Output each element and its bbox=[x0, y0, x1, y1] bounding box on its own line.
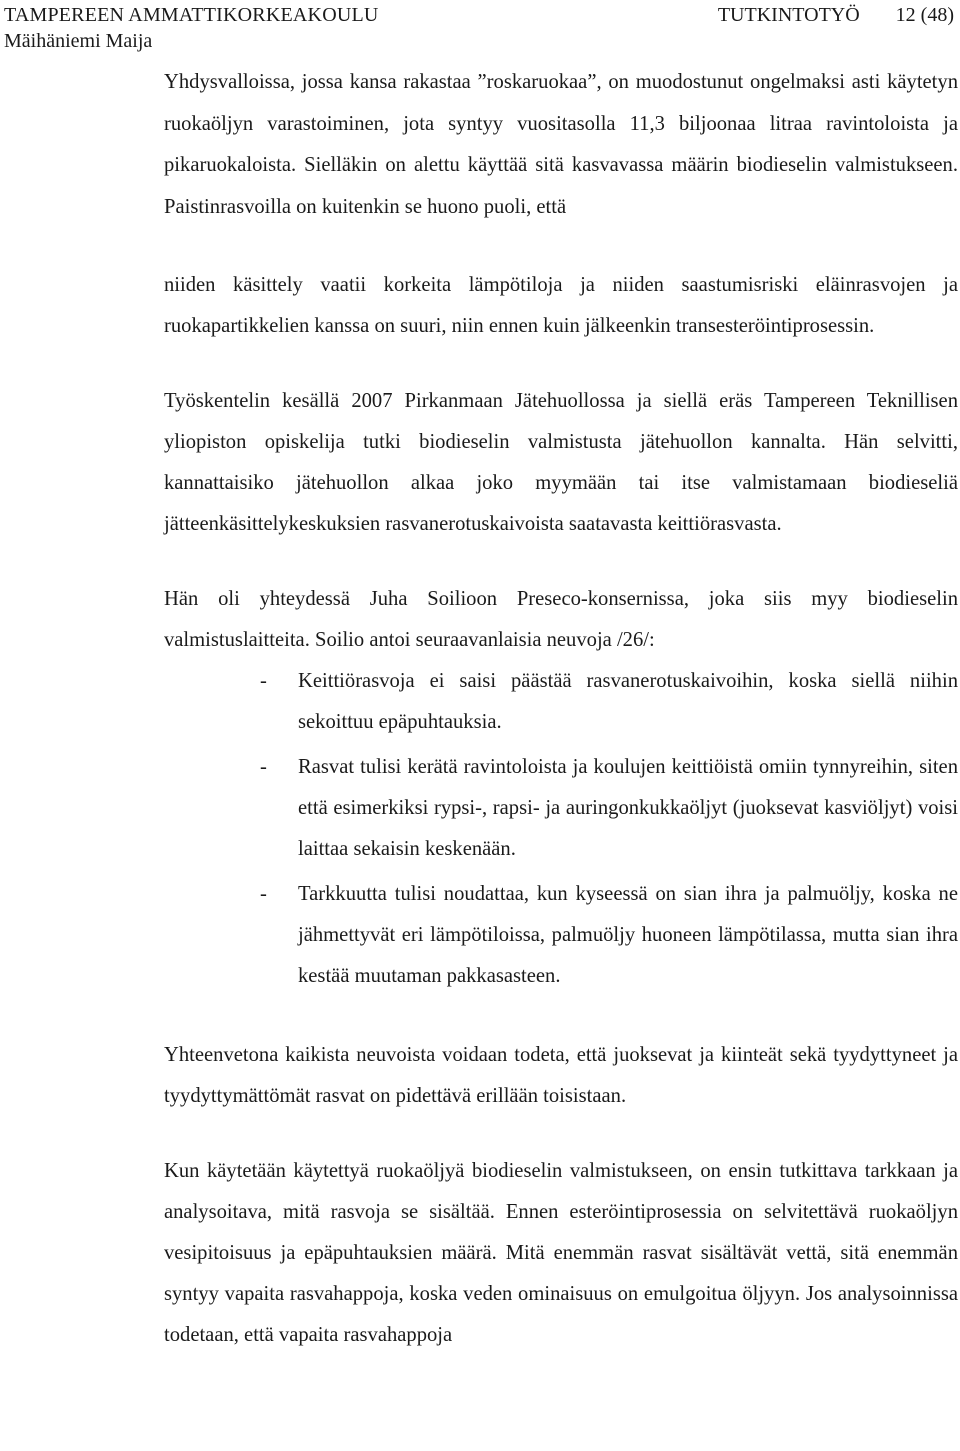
document-type: TUTKINTOTYÖ bbox=[717, 4, 860, 26]
school-name: TAMPEREEN AMMATTIKORKEAKOULU bbox=[4, 4, 379, 26]
paragraph-usa-cooking-oil: Yhdysvalloissa, jossa kansa rakastaa ”roskaruokaa”, on muodostunut ongelmaksi asti käytetyn ruokaöljyn varastoiminen, jota syntyy vuositasolla 11,3 biljoonaa litraa ravintoloista ja pikaruokaloista. Sielläkin on alettu käyttää sitä kasvavassa määrin biodieselin valmistukseen. Paistinrasvoilla on kuitenkin se huono puoli, että bbox=[164, 71, 958, 218]
document-body bbox=[164, 62, 958, 1356]
advice-list bbox=[164, 661, 958, 997]
paragraph-analysis: Kun käytetään käytettyä ruokaöljyä biodieselin valmistukseen, on ensin tutkittava tarkkaan ja analysoitava, mitä rasvoja se sisältää. Ennen esteröintiprosessia on selvitettävä ruokaöljyn vesipitoisuus ja epäpuhtauksien määrä. Mitä enemmän rasvat sisältävät vettä, sitä enemmän syntyy vapaita rasvahappoja, koska veden ominaisuus on emulgoitua öljyyn. Jos analysoinnissa todetaan, että vapaita rasvahappoja bbox=[164, 1160, 958, 1346]
paragraph-gap bbox=[164, 347, 958, 381]
list-item-text: Tarkkuutta tulisi noudattaa, kun kyseessä on sian ihra ja palmuöljy, koska ne jähmettyvät eri lämpötiloissa, palmuöljy huoneen lämpötilassa, mutta sian ihra kestää muutaman pakkasasteen. bbox=[298, 883, 958, 987]
header-right-group bbox=[718, 2, 954, 28]
list-item-text: Rasvat tulisi kerätä ravintoloista ja koulujen keittiöistä omiin tynnyreihin, siten että esimerkiksi rypsi-, rapsi- ja auringonkukkaöljyt (juoksevat kasviöljyt) voisi laittaa sekaisin keskenään. bbox=[298, 756, 958, 860]
list-dash: - bbox=[260, 670, 267, 692]
paragraph-gap bbox=[164, 228, 958, 265]
list-item-text: Keittiörasvoja ei saisi päästää rasvanerotuskaivoihin, koska siellä niihin sekoittuu epäpuhtauksia. bbox=[298, 670, 958, 733]
list-item bbox=[164, 747, 958, 870]
paragraph-gap bbox=[164, 1117, 958, 1151]
page-header bbox=[0, 0, 960, 52]
author-name: Mäihäniemi Maija bbox=[4, 30, 153, 52]
paragraph-frying-fat-handling: niiden käsittely vaatii korkeita lämpötiloja ja niiden saastumisriski eläinrasvojen ja ruokapartikkelien kanssa on suuri, niin ennen kuin jälkeenkin transesteröintiprosessin. bbox=[164, 274, 958, 337]
page-number: 12 (48) bbox=[895, 4, 954, 26]
paragraph-soilio-advice-intro: Hän oli yhteydessä Juha Soilioon Preseco-konsernissa, joka siis myy biodieselin valmistuslaitteita. Soilio antoi seuraavanlaisia neuvoja /26/: bbox=[164, 588, 958, 651]
list-item bbox=[164, 874, 958, 997]
paragraph-summary: Yhteenvetona kaikista neuvoista voidaan todeta, että juoksevat ja kiinteät sekä tyydyttyneet ja tyydyttymättömät rasvat on pidettävä erillään toisistaan. bbox=[164, 1044, 958, 1107]
paragraph-gap bbox=[164, 545, 958, 579]
list-dash: - bbox=[260, 756, 267, 778]
header-top-row bbox=[0, 0, 960, 26]
list-dash: - bbox=[260, 883, 267, 905]
list-item bbox=[164, 661, 958, 743]
paragraph-summer-work: Työskentelin kesällä 2007 Pirkanmaan Jätehuollossa ja siellä eräs Tampereen Teknillisen yliopiston opiskelija tutki biodieselin valmistusta jätehuollon kannalta. Hän selvitti, kannattaisiko jätehuollon alkaa joko myymään tai itse valmistamaan biodieseliä jätteenkäsittelykeskuksien rasvanerotuskaivoista saatavasta keittiörasvasta. bbox=[164, 390, 958, 535]
paragraph-gap bbox=[164, 1001, 958, 1035]
